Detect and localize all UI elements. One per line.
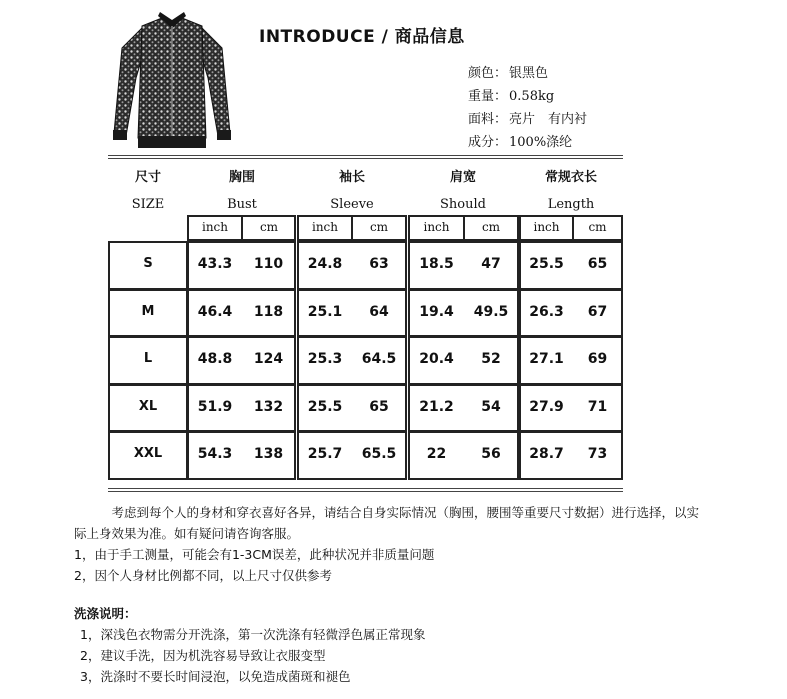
unit-cm: cm — [369, 220, 389, 234]
table-cell: 43.3 — [197, 256, 233, 272]
col-length-en: Length — [547, 197, 595, 212]
table-cell: 20.4 — [419, 351, 454, 367]
table-cell: 25.5 — [529, 256, 564, 272]
size-label: L — [143, 351, 153, 366]
table-cell: 51.9 — [197, 398, 233, 415]
unit-cm: cm — [481, 220, 501, 234]
unit-cm: cm — [588, 220, 607, 234]
table-cell: 25.3 — [307, 351, 343, 367]
table-cell: 46.4 — [197, 303, 233, 320]
size-label: XL — [138, 398, 158, 414]
table-cell: 47 — [481, 256, 501, 272]
table-cell: 22 — [426, 446, 447, 462]
table-cell: 27.1 — [529, 351, 564, 367]
notes-intro: 考虑到每个人的身材和穿衣喜好各异，请结合自身实际情况（胸围，腰围等重要尺寸数据）进行选择，以实际上身效果为准。如有疑问请咨询客服。 — [74, 505, 700, 541]
spec-composition: 成分： 100%涤纶 — [468, 135, 573, 150]
wash-instructions — [74, 603, 425, 687]
table-cell: 71 — [587, 398, 608, 415]
table-cell: 18.5 — [419, 256, 454, 272]
jacket-photo — [112, 8, 232, 153]
col-bust-cn: 胸围 — [228, 170, 255, 185]
col-sleeve-en: Sleeve — [330, 197, 374, 212]
unit-inch: inch — [423, 220, 450, 234]
col-shoulder-cn: 肩宽 — [449, 170, 476, 185]
table-cell: 132 — [253, 398, 284, 415]
size-header-cn: 尺寸 — [134, 170, 161, 185]
table-cell: 28.7 — [529, 446, 564, 462]
table-cell: 65 — [369, 398, 389, 415]
table-cell: 65.5 — [361, 446, 397, 462]
divider-bottom — [108, 488, 623, 492]
col-length-cn: 常规衣长 — [544, 170, 597, 185]
table-cell: 64 — [369, 303, 389, 320]
unit-inch: inch — [201, 220, 228, 234]
col-sleeve-cn: 袖长 — [338, 170, 365, 185]
table-cell: 69 — [587, 351, 608, 367]
wash-item: 3，洗涤时不要长时间浸泡，以免造成菌斑和褪色 — [80, 669, 351, 684]
spec-fabric: 面料： 亮片 有内衬 — [468, 112, 588, 127]
table-cell: 118 — [253, 303, 284, 320]
table-cell: 25.5 — [307, 398, 343, 415]
notes-item: 2，因个人身材比例都不同，以上尺寸仅供参考 — [74, 568, 332, 583]
table-cell: 138 — [253, 446, 284, 462]
table-cell: 49.5 — [473, 303, 509, 320]
table-cell: 25.1 — [307, 303, 343, 320]
table-cell: 25.7 — [307, 446, 343, 462]
size-label: M — [141, 303, 155, 319]
table-cell: 110 — [253, 256, 284, 272]
spec-weight: 重量： 0.58kg — [468, 89, 555, 104]
table-cell: 54.3 — [197, 446, 233, 462]
spec-color: 颜色： 银黑色 — [468, 66, 549, 81]
col-bust-en: Bust — [227, 197, 257, 212]
table-cell: 19.4 — [419, 303, 454, 320]
col-shoulder-en: Should — [440, 197, 486, 212]
notes-item: 1，由于手工测量，可能会有1-3CM误差，此种状况并非质量问题 — [74, 547, 435, 562]
page-title: INTRODUCE / 商品信息 — [259, 27, 465, 47]
table-cell: 63 — [369, 256, 389, 272]
table-cell: 21.2 — [419, 398, 454, 415]
size-label: XXL — [133, 446, 163, 461]
table-cell: 52 — [481, 351, 501, 367]
table-cell: 54 — [481, 398, 501, 415]
table-cell: 24.8 — [307, 256, 343, 272]
wash-heading: 洗涤说明： — [74, 606, 137, 621]
unit-inch: inch — [533, 220, 560, 234]
size-header-en: SIZE — [131, 197, 165, 212]
wash-item: 2，建议手洗，因为机洗容易导致让衣服变型 — [80, 648, 326, 663]
size-label: S — [143, 256, 153, 271]
table-cell: 124 — [253, 351, 284, 367]
table-cell: 26.3 — [529, 303, 564, 320]
unit-cm: cm — [259, 220, 279, 234]
divider-top — [108, 155, 623, 159]
size-notes — [74, 502, 704, 586]
unit-inch: inch — [311, 220, 338, 234]
table-cell: 67 — [587, 303, 608, 320]
table-cell: 56 — [481, 446, 501, 462]
table-cell: 64.5 — [361, 351, 397, 367]
table-cell: 73 — [587, 446, 608, 462]
table-cell: 27.9 — [529, 398, 564, 415]
table-cell: 65 — [587, 256, 608, 272]
spec-list — [468, 62, 587, 154]
table-cell: 48.8 — [197, 351, 233, 367]
wash-item: 1，深浅色衣物需分开洗涤，第一次洗涤有轻微浮色属正常现象 — [80, 627, 426, 642]
